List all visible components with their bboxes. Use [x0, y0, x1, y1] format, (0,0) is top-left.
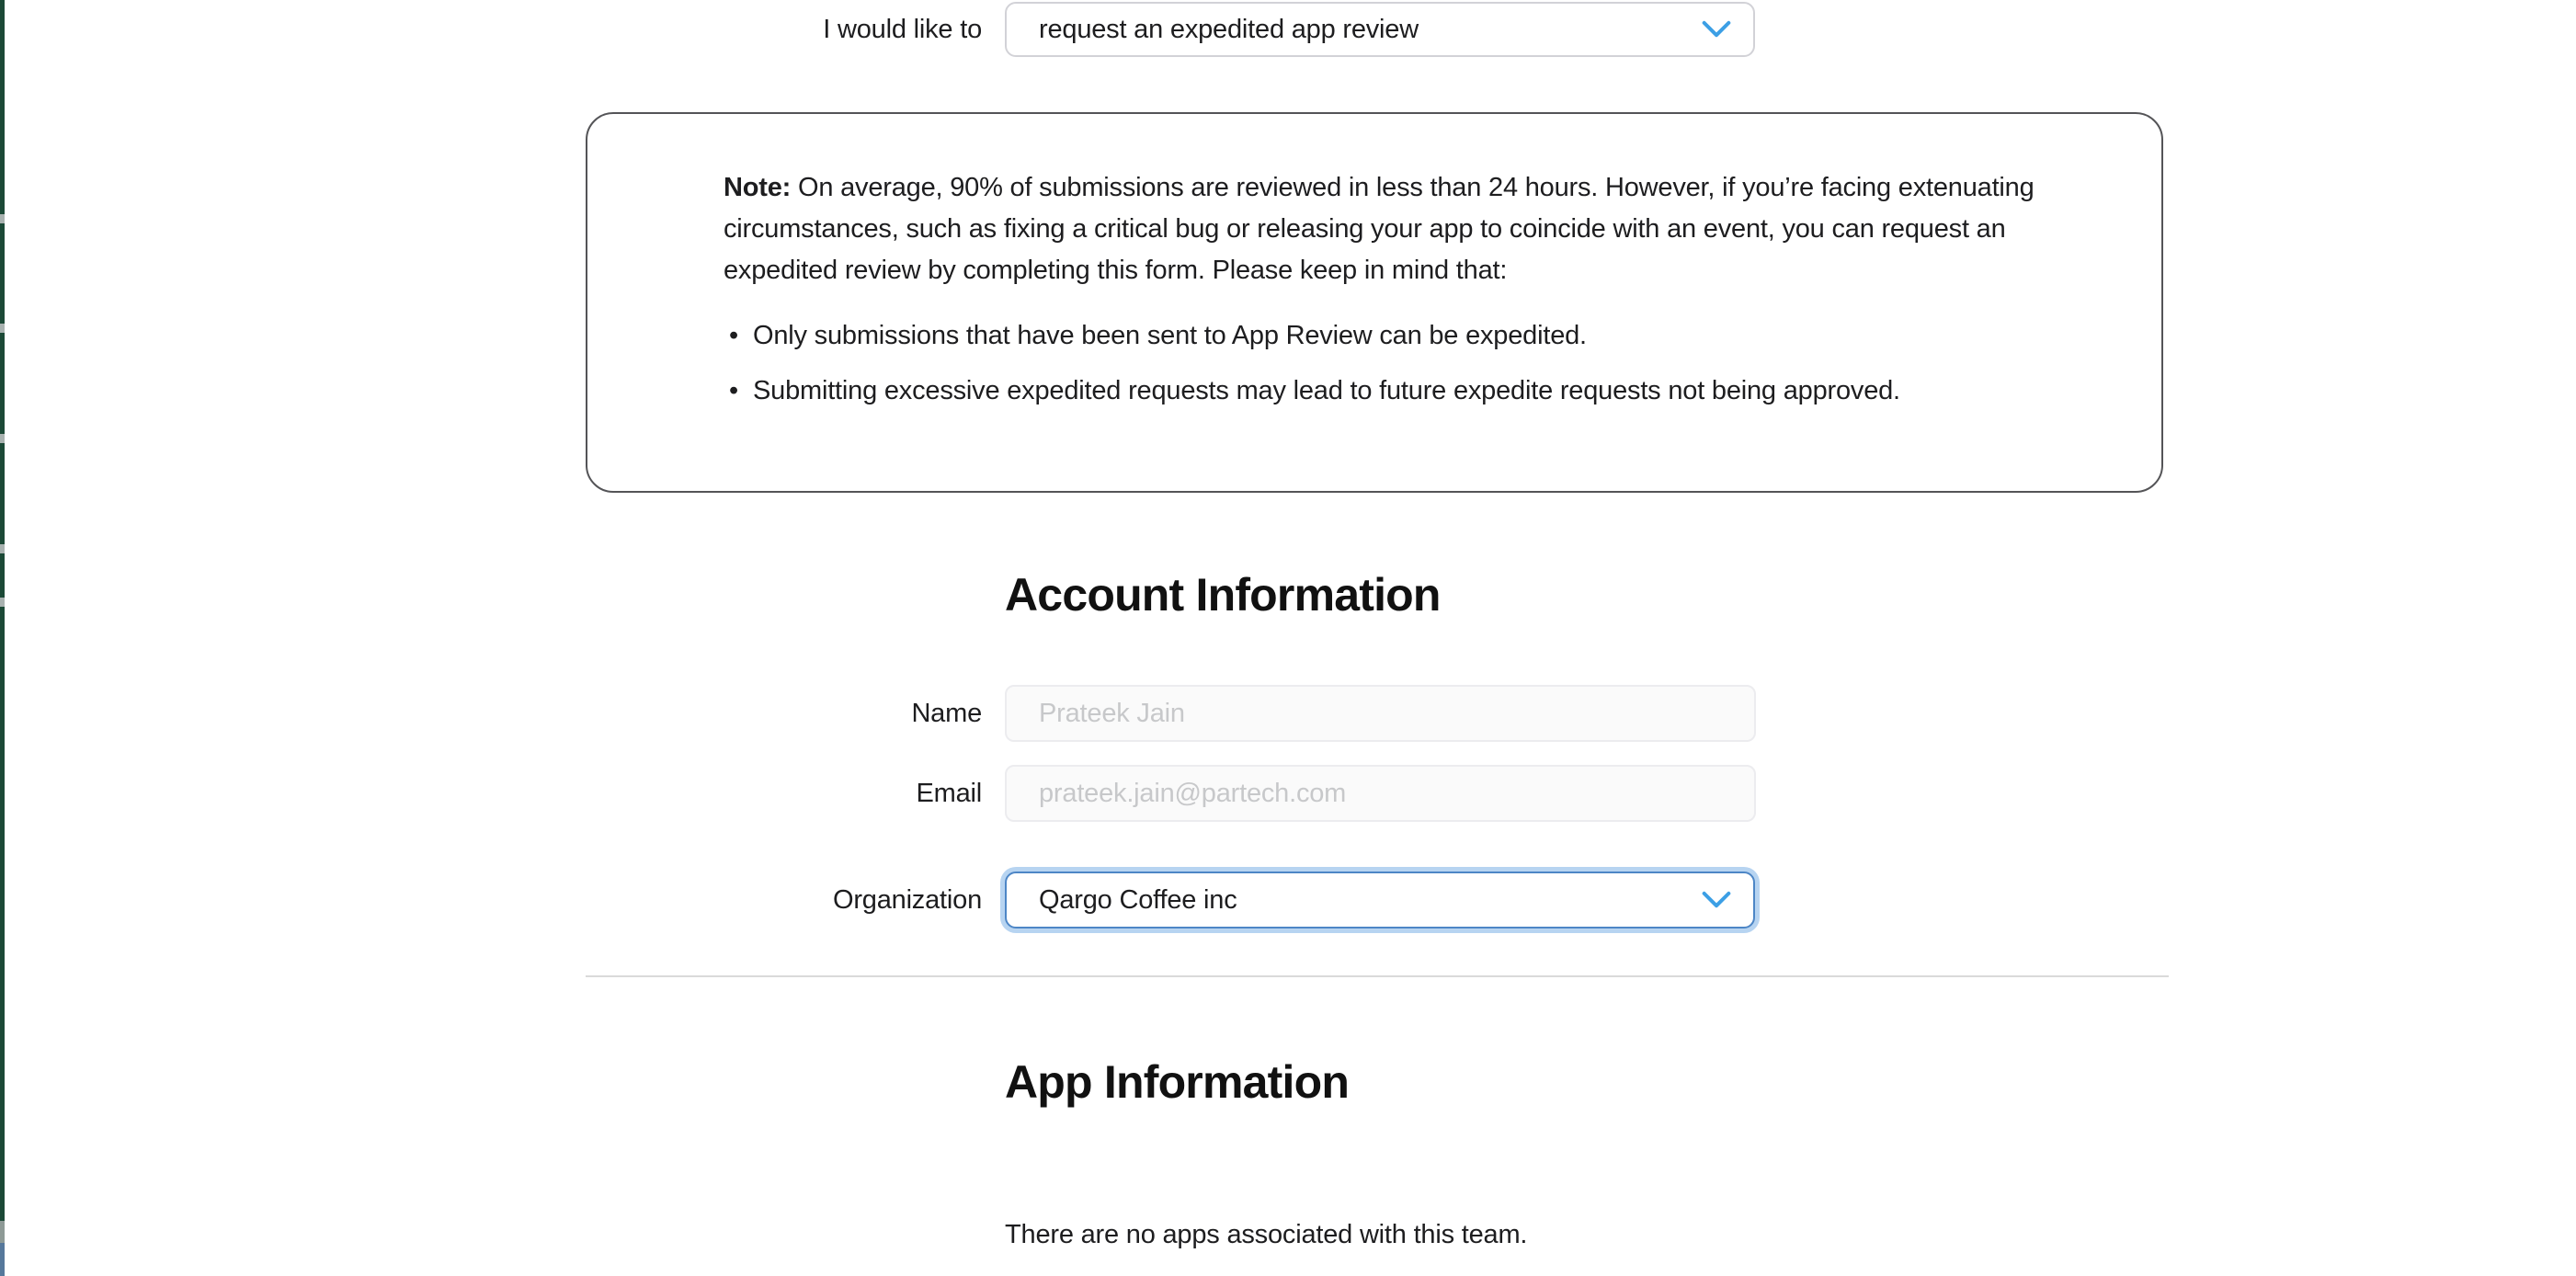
name-row — [0, 685, 1756, 742]
note-bullet-list — [724, 315, 2035, 412]
edge-tick — [0, 214, 5, 223]
edge-segment-gray — [0, 1221, 5, 1243]
edge-tick — [0, 598, 5, 607]
chevron-down-icon — [1702, 20, 1731, 39]
note-body-text: On average, 90% of submissions are reviewed in less than 24 hours. However, if you’re facing extenuating circumstances, such as fixing a critical bug or releasing your app to coincide with an event, you can request an expedited review by completing this form. Please keep in mind that: — [724, 173, 2035, 285]
email-label: Email — [916, 778, 982, 808]
no-apps-message: There are no apps associated with this team. — [1005, 1220, 1528, 1249]
request-type-row — [0, 2, 1755, 57]
note-bullet-item: • Submitting excessive expedited requests may lead to future expedite requests not being approved. — [729, 370, 2035, 412]
account-information-heading: Account Information — [1005, 569, 1441, 621]
organization-selected-value: Qargo Coffee inc — [1039, 884, 1237, 915]
organization-label: Organization — [832, 884, 982, 915]
background-window-edge — [0, 0, 5, 1276]
edge-tick — [0, 434, 5, 443]
app-information-heading: App Information — [1005, 1056, 1350, 1108]
name-label: Name — [911, 698, 982, 728]
request-type-label: I would like to — [823, 14, 982, 44]
request-type-selected-value: request an expedited app review — [1039, 14, 1419, 44]
edge-tick — [0, 544, 5, 553]
note-box — [586, 112, 2163, 493]
request-type-select[interactable] — [1005, 2, 1755, 57]
note-paragraph — [724, 167, 2035, 291]
email-row — [0, 765, 1756, 822]
section-divider — [586, 975, 2169, 977]
organization-select[interactable] — [1005, 872, 1755, 929]
chevron-down-icon — [1702, 891, 1731, 909]
note-bullet-item: • Only submissions that have been sent to App Review can be expedited. — [729, 315, 2035, 357]
edge-tick — [0, 324, 5, 333]
edge-segment-blue — [0, 1243, 5, 1276]
note-label: Note: — [724, 173, 792, 202]
email-input[interactable] — [1005, 765, 1756, 822]
name-input[interactable] — [1005, 685, 1756, 742]
organization-row — [0, 872, 1755, 929]
